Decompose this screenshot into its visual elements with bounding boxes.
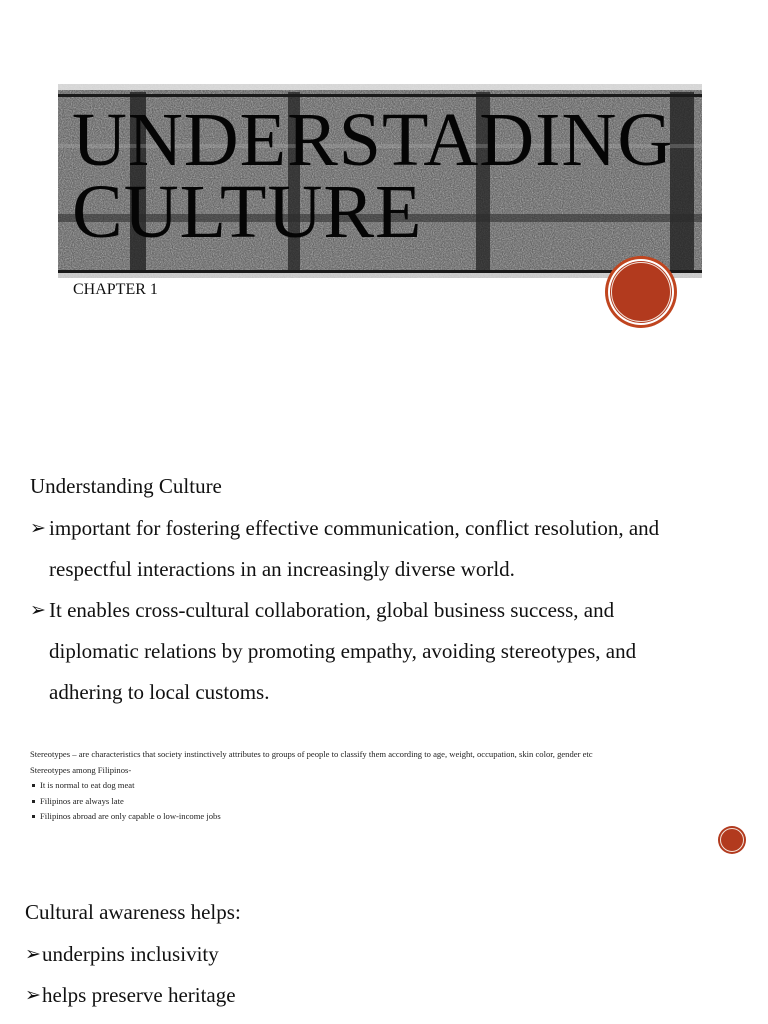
list-item [25, 975, 236, 1016]
list-item [30, 590, 730, 713]
title-banner [58, 84, 702, 278]
page-title [72, 98, 674, 254]
title-line-1: UNDERSTADING [72, 98, 674, 182]
arrow-bullet-icon: ➢ [25, 985, 41, 1006]
square-bullet-icon [32, 784, 35, 787]
arrow-bullet-icon: ➢ [30, 518, 46, 539]
list-item-text: Filipinos are always late [40, 795, 124, 806]
awareness-points-list [25, 934, 236, 1016]
square-bullet-icon [32, 815, 35, 818]
chapter-subtitle: CHAPTER 1 [73, 281, 158, 298]
decorative-circle-badge [608, 259, 674, 325]
list-item [30, 809, 730, 825]
list-item [30, 778, 730, 794]
list-item-text: It is normal to eat dog meat [40, 780, 135, 790]
point-line: underpins inclusivity [42, 942, 219, 966]
stereotypes-subheading: Stereotypes among Filipinos- [30, 764, 132, 775]
arrow-bullet-icon: ➢ [30, 600, 46, 621]
title-line-2: CULTURE [72, 170, 423, 254]
awareness-heading: Cultural awareness helps: [25, 900, 241, 924]
list-item [25, 934, 236, 975]
point-line: It enables cross-cultural collaboration, global business success, and [49, 598, 615, 622]
point-line: adhering to local customs. [49, 680, 270, 704]
stereotypes-definition: Stereotypes – are characteristics that society instinctively attributes to groups of people to classify them according to age, weight, occupation, skin color, gender etc [30, 749, 593, 759]
point-line: important for fostering effective communication, conflict resolution, and [49, 516, 660, 540]
list-item [30, 508, 730, 590]
stereotypes-block [30, 747, 730, 825]
arrow-bullet-icon: ➢ [25, 944, 41, 965]
point-line: respectful interactions in an increasingly diverse world. [49, 557, 515, 581]
section-heading: Understanding Culture [30, 474, 222, 498]
decorative-circle-badge-small [718, 826, 746, 854]
point-line: helps preserve heritage [42, 983, 236, 1007]
stereotypes-list [30, 778, 730, 825]
understanding-points-list [30, 508, 730, 713]
list-item-text: Filipinos abroad are only capable o low-income jobs [40, 811, 221, 821]
list-item [30, 794, 730, 810]
square-bullet-icon [32, 800, 35, 803]
point-line: diplomatic relations by promoting empathy, avoiding stereotypes, and [49, 639, 637, 663]
